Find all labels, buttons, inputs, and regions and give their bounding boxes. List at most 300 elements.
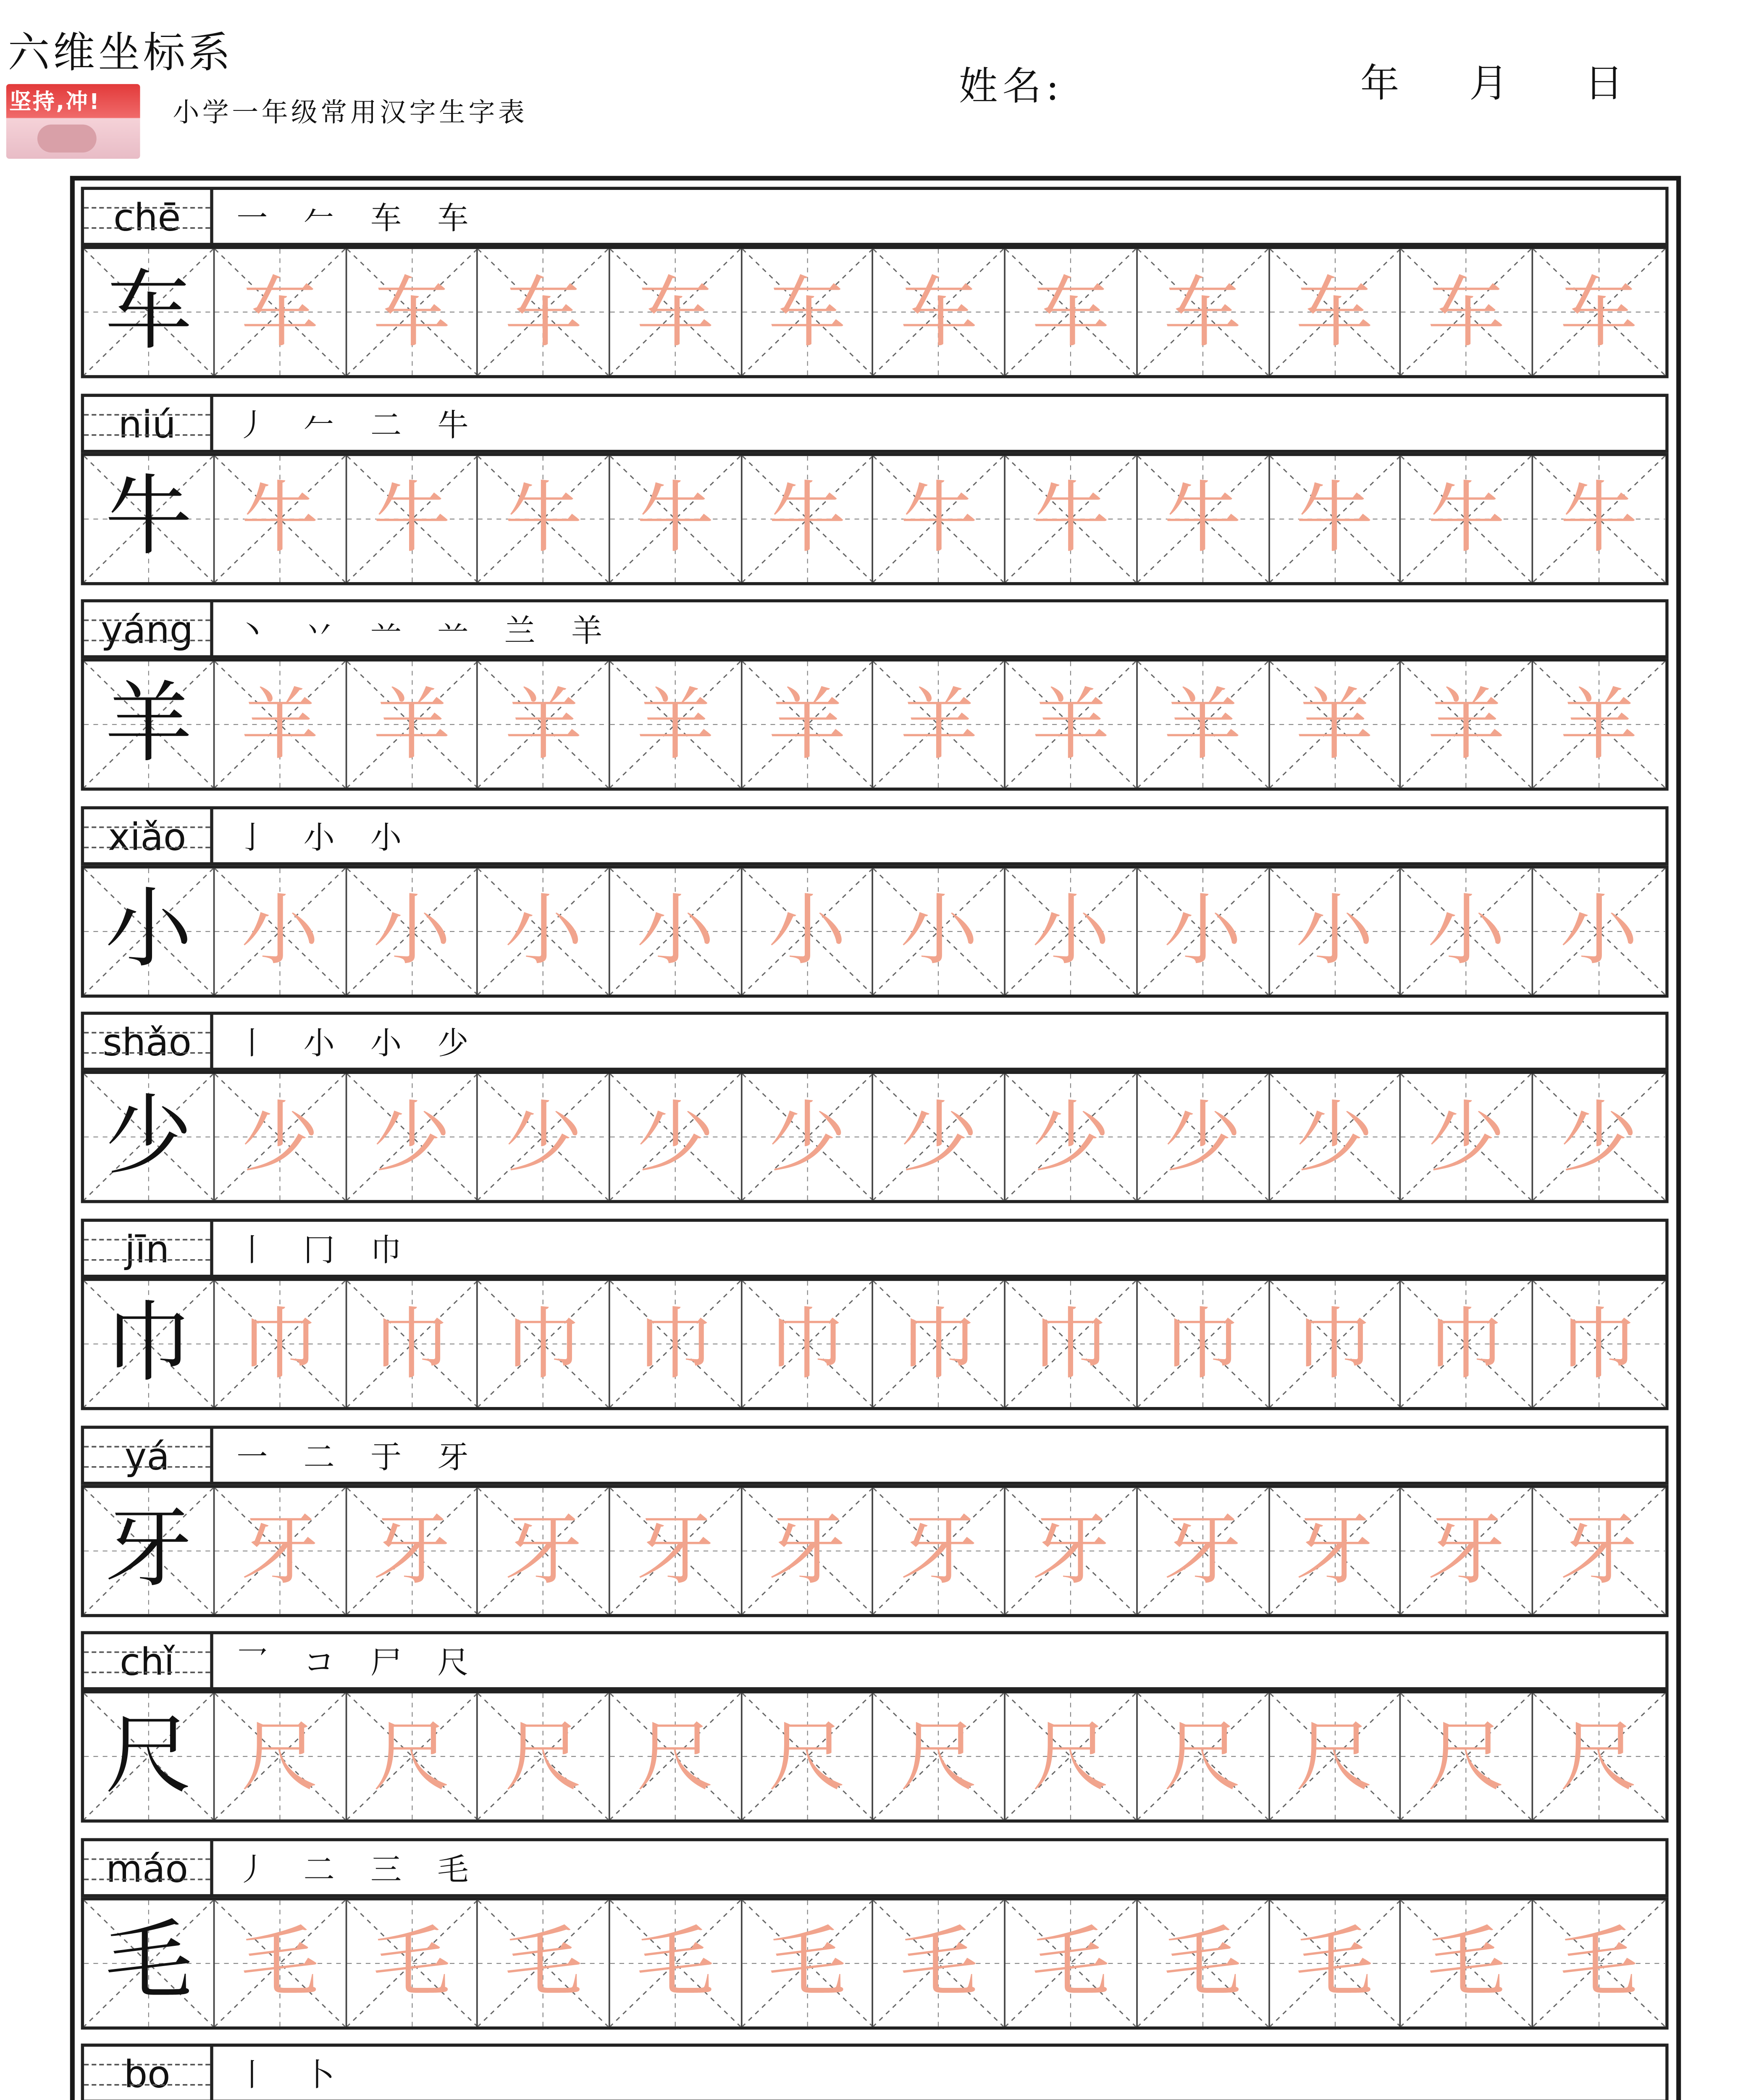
trace-character: 巾 bbox=[373, 1299, 451, 1389]
writing-grid-row bbox=[81, 452, 1669, 585]
trace-character: 小 bbox=[241, 886, 319, 976]
pinyin-text: bo bbox=[123, 2053, 171, 2097]
model-character: 小 bbox=[105, 879, 192, 981]
trace-character: 尺 bbox=[504, 1712, 583, 1802]
tracing-cell[interactable] bbox=[1137, 1281, 1269, 1407]
trace-character: 巾 bbox=[1427, 1299, 1505, 1389]
trace-character: 羊 bbox=[636, 680, 714, 770]
stroke-order-cell bbox=[212, 1219, 1669, 1278]
trace-character: 毛 bbox=[1295, 1918, 1373, 2008]
trace-character: 车 bbox=[1163, 267, 1242, 357]
stroke-step: 于 bbox=[370, 1437, 402, 1475]
tracing-cell[interactable] bbox=[1533, 1074, 1665, 1200]
trace-character: 牙 bbox=[1163, 1505, 1242, 1596]
brand-title: 六维坐标系 bbox=[8, 29, 234, 78]
trace-character: 小 bbox=[636, 886, 714, 976]
tracing-cell[interactable] bbox=[610, 662, 742, 788]
tracing-cell[interactable] bbox=[347, 1281, 478, 1407]
motivation-badge-image bbox=[6, 84, 140, 159]
tracing-cell[interactable] bbox=[1137, 1487, 1269, 1613]
trace-character: 小 bbox=[1560, 886, 1638, 976]
stroke-step: 车 bbox=[437, 199, 469, 237]
trace-character: 巾 bbox=[1032, 1299, 1110, 1389]
trace-character: 尺 bbox=[768, 1712, 846, 1802]
tracing-cell[interactable] bbox=[1137, 249, 1269, 375]
tracing-cell[interactable] bbox=[1005, 1487, 1137, 1613]
pinyin-cell bbox=[81, 2044, 212, 2100]
tracing-cell[interactable] bbox=[1401, 662, 1533, 788]
trace-character: 羊 bbox=[504, 680, 583, 770]
pinyin-cell bbox=[81, 806, 212, 865]
trace-character: 牛 bbox=[636, 473, 714, 564]
trace-character: 小 bbox=[1163, 886, 1242, 976]
tracing-cell[interactable] bbox=[1269, 1694, 1401, 1820]
tracing-cell[interactable] bbox=[215, 868, 347, 994]
stroke-step: 𠂉 bbox=[303, 405, 335, 443]
stroke-step: 丶 bbox=[236, 612, 268, 650]
trace-character: 羊 bbox=[1163, 680, 1242, 770]
trace-character: 车 bbox=[636, 267, 714, 357]
stroke-step: 丨 bbox=[236, 2056, 268, 2094]
tracing-cell[interactable] bbox=[874, 1900, 1006, 2026]
tracing-cell[interactable] bbox=[874, 662, 1006, 788]
tracing-cell[interactable] bbox=[1137, 1694, 1269, 1820]
stroke-step: 尸 bbox=[370, 1643, 402, 1681]
badge-text: 坚持,冲! bbox=[9, 90, 101, 116]
tracing-cell[interactable] bbox=[215, 455, 347, 581]
pinyin-text: yá bbox=[124, 1434, 170, 1478]
tracing-cell[interactable] bbox=[1269, 1487, 1401, 1613]
tracing-cell[interactable] bbox=[215, 1900, 347, 2026]
stroke-step: 二 bbox=[303, 1850, 335, 1888]
tracing-cell[interactable] bbox=[1269, 249, 1401, 375]
trace-character: 牛 bbox=[900, 473, 978, 564]
stroke-step: 一 bbox=[236, 1437, 268, 1475]
trace-character: 牙 bbox=[768, 1505, 846, 1596]
tracing-cell[interactable] bbox=[478, 1074, 610, 1200]
writing-grid-row bbox=[81, 1897, 1669, 2029]
tracing-cell[interactable] bbox=[1269, 1281, 1401, 1407]
pinyin-text: jīn bbox=[125, 1228, 170, 1272]
stroke-step: 羊 bbox=[571, 612, 603, 650]
stroke-step: 丨 bbox=[236, 1231, 268, 1269]
tracing-cell[interactable] bbox=[1269, 1074, 1401, 1200]
tracing-cell[interactable] bbox=[347, 249, 478, 375]
tracing-cell[interactable] bbox=[347, 1074, 478, 1200]
trace-character: 少 bbox=[373, 1092, 451, 1183]
stroke-step: 乛 bbox=[236, 1643, 268, 1681]
trace-character: 牛 bbox=[1295, 473, 1373, 564]
trace-character: 羊 bbox=[900, 680, 978, 770]
pinyin-cell bbox=[81, 599, 212, 659]
pinyin-text: shǎo bbox=[102, 1021, 192, 1066]
tracing-cell[interactable] bbox=[478, 1694, 610, 1820]
trace-character: 巾 bbox=[241, 1299, 319, 1389]
stroke-step: 尺 bbox=[437, 1643, 469, 1681]
tracing-cell[interactable] bbox=[742, 1900, 874, 2026]
model-character: 尺 bbox=[105, 1705, 192, 1807]
trace-character: 小 bbox=[900, 886, 978, 976]
stroke-step: 丿 bbox=[236, 405, 268, 443]
trace-character: 小 bbox=[1032, 886, 1110, 976]
stroke-step: 丷 bbox=[303, 612, 335, 650]
model-character: 少 bbox=[105, 1086, 192, 1188]
tracing-cell[interactable] bbox=[215, 1281, 347, 1407]
tracing-cell[interactable] bbox=[742, 455, 874, 581]
tracing-cell[interactable] bbox=[478, 1281, 610, 1407]
character-row bbox=[81, 1631, 1669, 1826]
stroke-step: 巾 bbox=[370, 1231, 402, 1269]
pinyin-text: máo bbox=[106, 1847, 188, 1891]
trace-character: 毛 bbox=[504, 1918, 583, 2008]
date-year-label: 年 bbox=[1360, 60, 1399, 106]
stroke-step: 卜 bbox=[303, 2056, 335, 2094]
trace-character: 毛 bbox=[1163, 1918, 1242, 2008]
stroke-step: 二 bbox=[370, 405, 402, 443]
writing-grid-row bbox=[81, 1071, 1669, 1204]
tracing-cell[interactable] bbox=[610, 1900, 742, 2026]
trace-character: 车 bbox=[900, 267, 978, 357]
trace-character: 牛 bbox=[504, 473, 583, 564]
trace-character: 羊 bbox=[1427, 680, 1505, 770]
tracing-cell[interactable] bbox=[742, 1074, 874, 1200]
tracing-cell[interactable] bbox=[1401, 1281, 1533, 1407]
tracing-cell[interactable] bbox=[1005, 1900, 1137, 2026]
tracing-cell[interactable] bbox=[742, 1281, 874, 1407]
tracing-cell[interactable] bbox=[1137, 1900, 1269, 2026]
trace-character: 车 bbox=[373, 267, 451, 357]
writing-grid-row bbox=[81, 1690, 1669, 1823]
stroke-step: 丨 bbox=[236, 1024, 268, 1062]
tracing-cell[interactable] bbox=[1005, 662, 1137, 788]
tracing-cell[interactable] bbox=[874, 1074, 1006, 1200]
tracing-cell[interactable] bbox=[478, 662, 610, 788]
trace-character: 牙 bbox=[900, 1505, 978, 1596]
stroke-step: 毛 bbox=[437, 1850, 469, 1888]
stroke-step: 牛 bbox=[437, 405, 469, 443]
trace-character: 少 bbox=[1032, 1092, 1110, 1183]
trace-character: 巾 bbox=[1163, 1299, 1242, 1389]
stroke-step: 牙 bbox=[437, 1437, 469, 1475]
tracing-cell[interactable] bbox=[1533, 1900, 1665, 2026]
trace-character: 车 bbox=[1295, 267, 1373, 357]
tracing-cell[interactable] bbox=[1401, 1074, 1533, 1200]
stroke-order-cell bbox=[212, 599, 1669, 659]
tracing-cell[interactable] bbox=[742, 249, 874, 375]
pinyin-cell bbox=[81, 1838, 212, 1897]
tracing-cell[interactable] bbox=[742, 662, 874, 788]
pinyin-text: yáng bbox=[101, 609, 194, 653]
writing-grid-row bbox=[81, 1278, 1669, 1410]
tracing-cell[interactable] bbox=[1005, 1074, 1137, 1200]
tracing-cell[interactable] bbox=[1401, 1487, 1533, 1613]
pinyin-text: niú bbox=[118, 402, 176, 446]
tracing-cell[interactable] bbox=[347, 1487, 478, 1613]
tracing-cell[interactable] bbox=[215, 1487, 347, 1613]
writing-grid-row bbox=[81, 1484, 1669, 1617]
tracing-cell[interactable] bbox=[1533, 1281, 1665, 1407]
tracing-cell[interactable] bbox=[610, 249, 742, 375]
tracing-cell[interactable] bbox=[347, 868, 478, 994]
stroke-order-cell bbox=[212, 2044, 1669, 2100]
tracing-cell[interactable] bbox=[1269, 1900, 1401, 2026]
model-character-cell bbox=[84, 662, 215, 788]
tracing-cell[interactable] bbox=[478, 249, 610, 375]
stroke-step: 䒑 bbox=[437, 612, 469, 650]
trace-character: 毛 bbox=[900, 1918, 978, 2008]
tracing-cell[interactable] bbox=[610, 1281, 742, 1407]
tracing-cell[interactable] bbox=[1533, 455, 1665, 581]
character-row bbox=[81, 1012, 1669, 1207]
pinyin-cell bbox=[81, 1219, 212, 1278]
trace-character: 羊 bbox=[241, 680, 319, 770]
model-character: 车 bbox=[105, 260, 192, 362]
trace-character: 小 bbox=[1427, 886, 1505, 976]
character-row bbox=[81, 1425, 1669, 1620]
tracing-cell[interactable] bbox=[1533, 1487, 1665, 1613]
tracing-cell[interactable] bbox=[1401, 1694, 1533, 1820]
tracing-cell[interactable] bbox=[215, 1694, 347, 1820]
trace-character: 少 bbox=[1295, 1092, 1373, 1183]
trace-character: 小 bbox=[504, 886, 583, 976]
tracing-cell[interactable] bbox=[478, 1487, 610, 1613]
trace-character: 巾 bbox=[768, 1299, 846, 1389]
character-row bbox=[81, 1219, 1669, 1413]
trace-character: 车 bbox=[241, 267, 319, 357]
stroke-step: 车 bbox=[370, 199, 402, 237]
tracing-cell[interactable] bbox=[742, 868, 874, 994]
trace-character: 车 bbox=[1560, 267, 1638, 357]
trace-character: 牙 bbox=[636, 1505, 714, 1596]
trace-character: 尺 bbox=[1427, 1712, 1505, 1802]
trace-character: 车 bbox=[768, 267, 846, 357]
tracing-cell[interactable] bbox=[347, 455, 478, 581]
trace-character: 尺 bbox=[1163, 1712, 1242, 1802]
tracing-cell[interactable] bbox=[874, 868, 1006, 994]
trace-character: 羊 bbox=[768, 680, 846, 770]
trace-character: 羊 bbox=[373, 680, 451, 770]
pinyin-cell bbox=[81, 1631, 212, 1690]
tracing-cell[interactable] bbox=[478, 455, 610, 581]
trace-character: 小 bbox=[373, 886, 451, 976]
pinyin-cell bbox=[81, 187, 212, 246]
trace-character: 少 bbox=[504, 1092, 583, 1183]
trace-character: 牛 bbox=[768, 473, 846, 564]
trace-character: 巾 bbox=[900, 1299, 978, 1389]
tracing-cell[interactable] bbox=[1005, 455, 1137, 581]
stroke-step: 小 bbox=[303, 1024, 335, 1062]
trace-character: 少 bbox=[900, 1092, 978, 1183]
stroke-step: 冂 bbox=[303, 1231, 335, 1269]
stroke-order-cell bbox=[212, 1425, 1669, 1484]
pinyin-cell bbox=[81, 1425, 212, 1484]
trace-character: 牙 bbox=[241, 1505, 319, 1596]
model-character: 牛 bbox=[105, 467, 192, 568]
trace-character: 牛 bbox=[1032, 473, 1110, 564]
trace-character: 羊 bbox=[1032, 680, 1110, 770]
tracing-cell[interactable] bbox=[1137, 662, 1269, 788]
model-character: 牙 bbox=[105, 1499, 192, 1600]
tracing-cell[interactable] bbox=[874, 249, 1006, 375]
stroke-step: 䒑 bbox=[370, 612, 402, 650]
tracing-cell[interactable] bbox=[610, 868, 742, 994]
trace-character: 巾 bbox=[1560, 1299, 1638, 1389]
trace-character: 少 bbox=[1163, 1092, 1242, 1183]
trace-character: 尺 bbox=[1560, 1712, 1638, 1802]
model-character-cell bbox=[84, 1074, 215, 1200]
tracing-cell[interactable] bbox=[1137, 1074, 1269, 1200]
trace-character: 牛 bbox=[241, 473, 319, 564]
trace-character: 牙 bbox=[504, 1505, 583, 1596]
stroke-step: 𠂉 bbox=[303, 199, 335, 237]
trace-character: 巾 bbox=[636, 1299, 714, 1389]
trace-character: 牛 bbox=[1427, 473, 1505, 564]
trace-character: 牙 bbox=[1295, 1505, 1373, 1596]
trace-character: 尺 bbox=[373, 1712, 451, 1802]
pinyin-text: chē bbox=[113, 196, 181, 240]
model-character-cell bbox=[84, 455, 215, 581]
trace-character: 尺 bbox=[636, 1712, 714, 1802]
stroke-order-cell bbox=[212, 1838, 1669, 1897]
tracing-cell[interactable] bbox=[1269, 662, 1401, 788]
stroke-order-cell bbox=[212, 806, 1669, 865]
trace-character: 尺 bbox=[1032, 1712, 1110, 1802]
tracing-cell[interactable] bbox=[1137, 868, 1269, 994]
character-row bbox=[81, 2044, 1669, 2100]
writing-grid-row bbox=[81, 659, 1669, 791]
tracing-cell[interactable] bbox=[1533, 1694, 1665, 1820]
tracing-cell[interactable] bbox=[347, 1694, 478, 1820]
model-character-cell bbox=[84, 249, 215, 375]
trace-character: 车 bbox=[1032, 267, 1110, 357]
trace-character: 羊 bbox=[1560, 680, 1638, 770]
writing-grid-row bbox=[81, 246, 1669, 378]
stroke-step: 二 bbox=[303, 1437, 335, 1475]
stroke-order-cell bbox=[212, 1631, 1669, 1690]
tracing-cell[interactable] bbox=[478, 1900, 610, 2026]
date-day-label: 日 bbox=[1584, 60, 1624, 106]
tracing-cell[interactable] bbox=[610, 1074, 742, 1200]
trace-character: 牛 bbox=[1560, 473, 1638, 564]
model-character-cell bbox=[84, 1281, 215, 1407]
trace-character: 毛 bbox=[1427, 1918, 1505, 2008]
trace-character: 毛 bbox=[636, 1918, 714, 2008]
tracing-cell[interactable] bbox=[1401, 1900, 1533, 2026]
tracing-cell[interactable] bbox=[1533, 249, 1665, 375]
model-character: 羊 bbox=[105, 673, 192, 775]
tracing-cell[interactable] bbox=[215, 662, 347, 788]
tracing-cell[interactable] bbox=[874, 1487, 1006, 1613]
stroke-step: 丿 bbox=[236, 1850, 268, 1888]
tracing-cell[interactable] bbox=[874, 1694, 1006, 1820]
character-row bbox=[81, 187, 1669, 381]
tracing-cell[interactable] bbox=[1005, 1281, 1137, 1407]
writing-grid-row bbox=[81, 865, 1669, 998]
tracing-cell[interactable] bbox=[215, 1074, 347, 1200]
tracing-cell[interactable] bbox=[1401, 455, 1533, 581]
trace-character: 少 bbox=[768, 1092, 846, 1183]
model-character-cell bbox=[84, 1900, 215, 2026]
tracing-cell[interactable] bbox=[1269, 868, 1401, 994]
stroke-step: 小 bbox=[370, 1024, 402, 1062]
tracing-cell[interactable] bbox=[610, 455, 742, 581]
tracing-cell[interactable] bbox=[1269, 455, 1401, 581]
stroke-step: 一 bbox=[236, 199, 268, 237]
character-row bbox=[81, 806, 1669, 1000]
tracing-cell[interactable] bbox=[1401, 249, 1533, 375]
tracing-cell[interactable] bbox=[742, 1487, 874, 1613]
tracing-cell[interactable] bbox=[610, 1487, 742, 1613]
tracing-cell[interactable] bbox=[1005, 249, 1137, 375]
stroke-order-cell bbox=[212, 393, 1669, 452]
trace-character: 少 bbox=[241, 1092, 319, 1183]
tracing-cell[interactable] bbox=[874, 455, 1006, 581]
stroke-step: 兰 bbox=[504, 612, 536, 650]
pinyin-text: xiǎo bbox=[108, 815, 186, 859]
tracing-cell[interactable] bbox=[1533, 868, 1665, 994]
stroke-order-cell bbox=[212, 187, 1669, 246]
trace-character: 小 bbox=[1295, 886, 1373, 976]
stroke-step: 小 bbox=[370, 818, 402, 856]
trace-character: 牙 bbox=[1427, 1505, 1505, 1596]
trace-character: 尺 bbox=[900, 1712, 978, 1802]
model-character: 毛 bbox=[105, 1911, 192, 2013]
trace-character: 毛 bbox=[241, 1918, 319, 2008]
trace-character: 牙 bbox=[373, 1505, 451, 1596]
tracing-cell[interactable] bbox=[478, 868, 610, 994]
trace-character: 车 bbox=[504, 267, 583, 357]
trace-character: 牛 bbox=[373, 473, 451, 564]
trace-character: 羊 bbox=[1295, 680, 1373, 770]
tracing-cell[interactable] bbox=[347, 1900, 478, 2026]
tracing-cell[interactable] bbox=[742, 1694, 874, 1820]
trace-character: 少 bbox=[1427, 1092, 1505, 1183]
pinyin-cell bbox=[81, 393, 212, 452]
worksheet-subtitle: 小学一年级常用汉字生字表 bbox=[173, 98, 528, 129]
trace-character: 毛 bbox=[373, 1918, 451, 2008]
trace-character: 毛 bbox=[1560, 1918, 1638, 2008]
trace-character: 车 bbox=[1427, 267, 1505, 357]
date-month-label: 月 bbox=[1469, 60, 1508, 106]
tracing-cell[interactable] bbox=[610, 1694, 742, 1820]
tracing-cell[interactable] bbox=[1137, 455, 1269, 581]
trace-character: 尺 bbox=[1295, 1712, 1373, 1802]
character-row bbox=[81, 1838, 1669, 2032]
tracing-cell[interactable] bbox=[1401, 868, 1533, 994]
stroke-order-cell bbox=[212, 1012, 1669, 1071]
trace-character: 牙 bbox=[1032, 1505, 1110, 1596]
tracing-cell[interactable] bbox=[1005, 868, 1137, 994]
trace-character: 小 bbox=[768, 886, 846, 976]
stroke-step: 小 bbox=[303, 818, 335, 856]
tracing-cell[interactable] bbox=[347, 662, 478, 788]
model-character-cell bbox=[84, 1694, 215, 1820]
trace-character: 少 bbox=[1560, 1092, 1638, 1183]
character-row bbox=[81, 599, 1669, 794]
tracing-cell[interactable] bbox=[1005, 1694, 1137, 1820]
trace-character: 牙 bbox=[1560, 1505, 1638, 1596]
tracing-cell[interactable] bbox=[1533, 662, 1665, 788]
name-label: 姓名: bbox=[958, 63, 1064, 109]
stroke-step: コ bbox=[303, 1643, 335, 1681]
hands-icon bbox=[37, 124, 97, 152]
pinyin-text: chǐ bbox=[120, 1641, 175, 1685]
tracing-cell[interactable] bbox=[215, 249, 347, 375]
model-character-cell bbox=[84, 1487, 215, 1613]
trace-character: 牛 bbox=[1163, 473, 1242, 564]
tracing-cell[interactable] bbox=[874, 1281, 1006, 1407]
trace-character: 尺 bbox=[241, 1712, 319, 1802]
